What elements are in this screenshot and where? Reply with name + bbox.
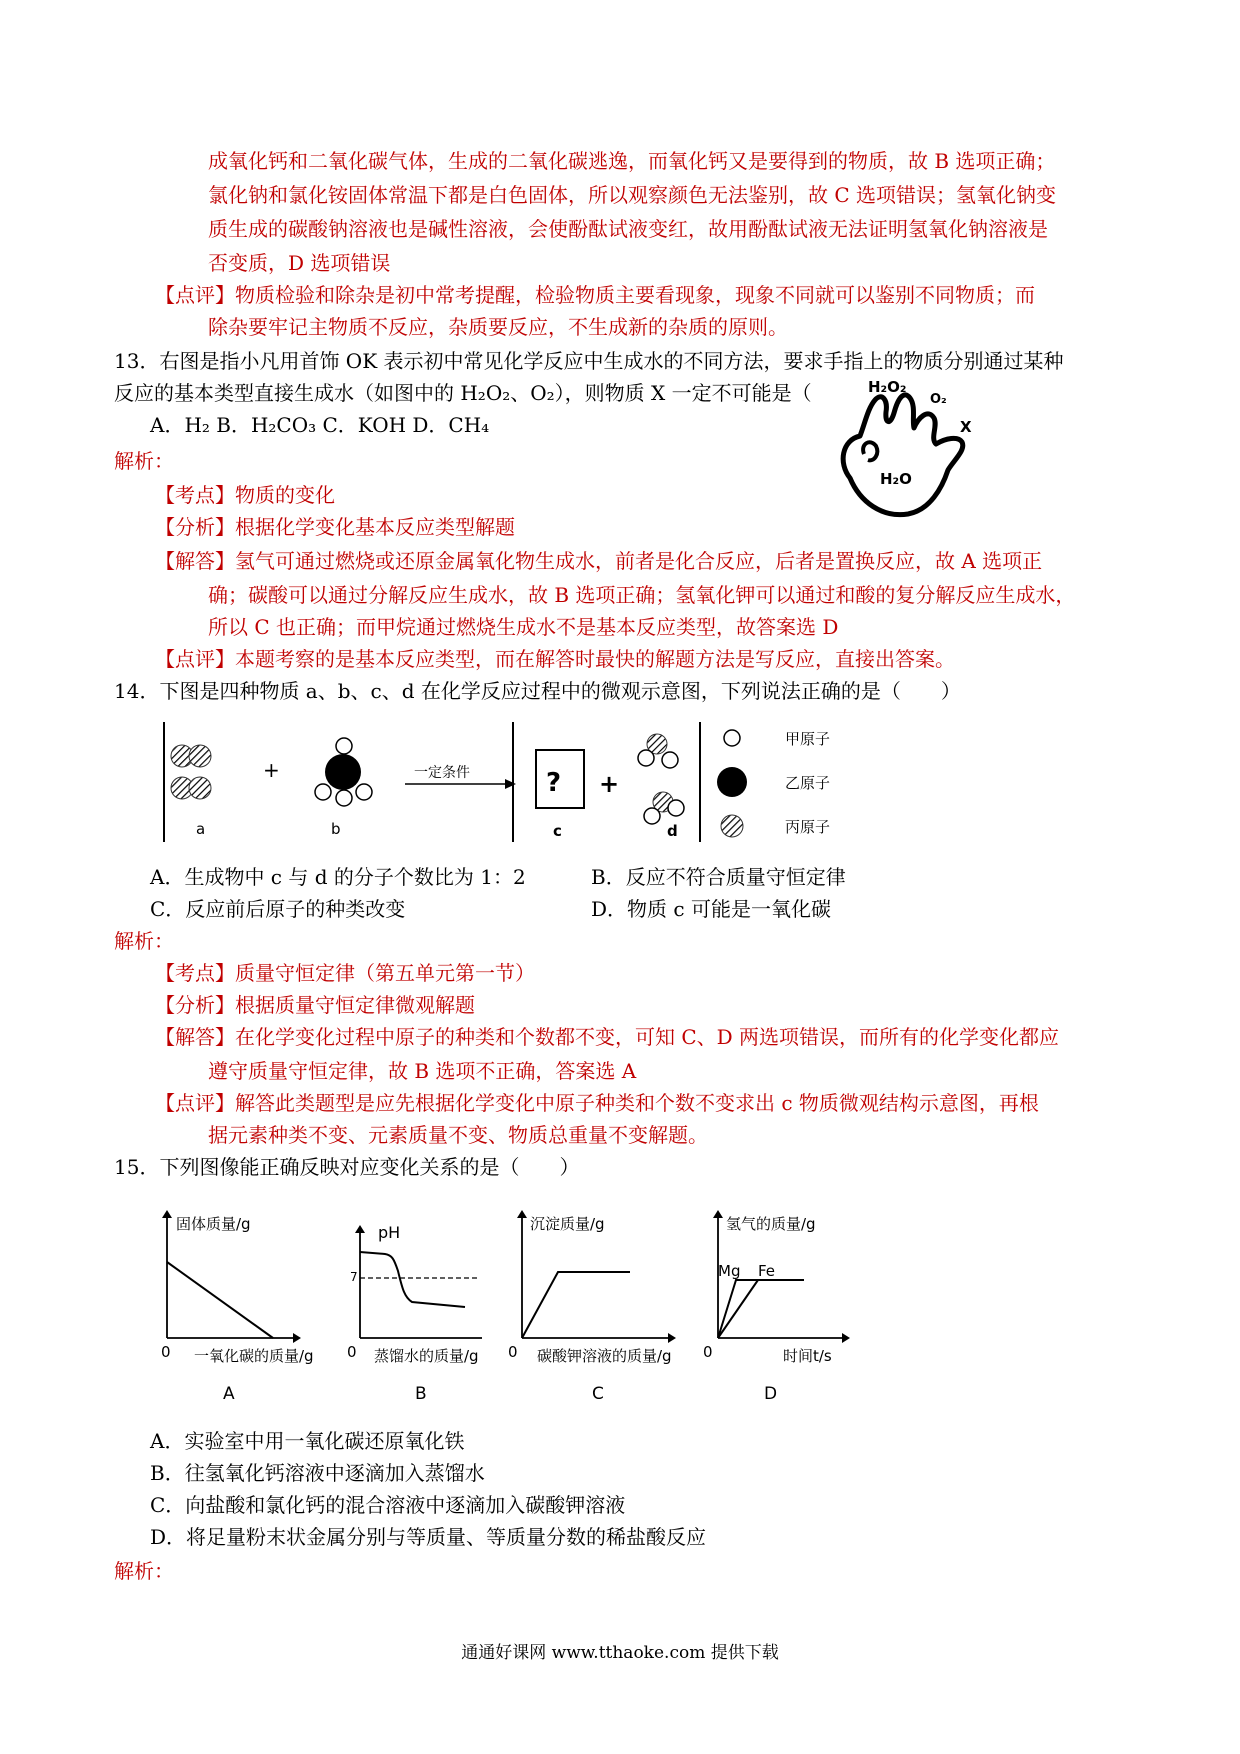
q15-option-c: C．向盐酸和氯化钙的混合溶液中逐滴加入碳酸钾溶液: [150, 1493, 626, 1517]
q14-stem: 14．下图是四种物质 a、b、c、d 在化学反应过程中的微观示意图，下列说法正确的是（ ）: [114, 679, 961, 703]
q14-option-a: A．生成物中 c 与 d 的分子个数比为 1：2: [150, 865, 526, 889]
q14-dianping-line-2: 据元素种类不变、元素质量不变、物质总重量不变解题。: [208, 1123, 708, 1147]
graph-d-xlabel: 时间t/s: [783, 1347, 832, 1365]
explanation-line-2: 氯化钠和氯化铵固体常温下都是白色固体，所以观察颜色无法鉴别，故 C 选项错误；氢氧化钠变: [208, 183, 1057, 207]
comment-line-1: 【点评】物质检验和除杂是初中常考提醒，检验物质主要看现象，现象不同就可以鉴别不同物质；而: [155, 283, 1035, 307]
molecule-a-label: a: [196, 820, 206, 838]
explanation-line-3: 质生成的碳酸钠溶液也是碱性溶液，会使酚酞试液变红，故用酚酞试液无法证明氢氧化钠溶液是: [208, 217, 1048, 241]
ok-label-h2o2: H₂O₂: [868, 378, 907, 396]
graph-b-xlabel: 蒸馏水的质量/g: [374, 1347, 479, 1365]
graph-a-ylabel: 固体质量/g: [176, 1215, 251, 1233]
explanation-line-1: 成氧化钙和二氧化碳气体，生成的二氧化碳逃逸，而氧化钙又是要得到的物质，故 B 选项正确；: [208, 149, 1056, 173]
q14-dianping-line-1: 【点评】解答此类题型是应先根据化学变化中原子种类和个数不变求出 c 物质微观结构示意图，再根: [155, 1091, 1039, 1115]
graph-c-ylabel: 沉淀质量/g: [530, 1215, 605, 1233]
q13-kaodian: 【考点】物质的变化: [155, 483, 335, 507]
graph-a-xlabel: 一氧化碳的质量/g: [194, 1347, 314, 1365]
q13-dianping: 【点评】本题考察的是基本反应类型，而在解答时最快的解题方法是写反应，直接出答案。: [155, 647, 955, 671]
q14-option-c: C．反应前后原子的种类改变: [150, 897, 406, 921]
page-footer: 通通好课网 www.tthaoke.com 提供下载: [461, 1643, 779, 1663]
graph-d-mg-label: Mg: [718, 1262, 741, 1280]
plus-sign-1: +: [263, 758, 280, 782]
q13-analysis-label: 解析：: [114, 449, 174, 473]
q15-stem: 15．下列图像能正确反映对应变化关系的是（ ）: [114, 1155, 580, 1179]
ok-label-h2o: H₂O: [880, 470, 912, 488]
unknown-c-question: ?: [546, 768, 562, 798]
graph-a-caption: A: [223, 1384, 235, 1404]
legend-jia-atom: 甲原子: [785, 730, 831, 748]
molecule-b-label: b: [331, 820, 341, 838]
condition-label: 一定条件: [414, 765, 470, 781]
q13-jieda-line-3: 所以 C 也正确；而甲烷通过燃烧生成水不是基本反应类型，故答案选 D: [208, 615, 839, 639]
q13-stem-line-1: 13．右图是指小凡用首饰 OK 表示初中常见化学反应中生成水的不同方法，要求手指上的物质分别通过某种: [114, 349, 1064, 373]
q13-stem-line-2: 反应的基本类型直接生成水（如图中的 H₂O₂、O₂），则物质 X 一定不可能是（: [114, 381, 812, 405]
q15-option-b: B．往氢氧化钙溶液中逐滴加入蒸馏水: [150, 1461, 485, 1485]
molecule-d-label: d: [667, 822, 678, 840]
graph-d-fe-label: Fe: [758, 1262, 776, 1280]
legend-bing-atom: 丙原子: [785, 818, 831, 836]
graph-b-ylabel: pH: [378, 1223, 401, 1242]
q14-analysis-label: 解析：: [114, 929, 174, 953]
q14-fenxi: 【分析】根据质量守恒定律微观解题: [155, 993, 475, 1017]
q14-jieda-line-2: 遵守质量守恒定律，故 B 选项不正确，答案选 A: [208, 1059, 637, 1083]
ok-label-o2: O₂: [930, 392, 947, 407]
graph-b: [350, 1225, 490, 1350]
graph-a-origin: 0: [161, 1343, 171, 1361]
graph-d-origin: 0: [703, 1343, 713, 1361]
q15-option-a: A．实验室中用一氧化碳还原氧化铁: [150, 1429, 465, 1453]
ok-hand-figure: [830, 378, 1000, 528]
q14-kaodian: 【考点】质量守恒定律（第五单元第一节）: [155, 961, 535, 985]
explanation-line-4: 否变质，D 选项错误: [208, 251, 391, 275]
molecule-c-label: c: [553, 822, 562, 840]
plus-sign-2: +: [599, 770, 620, 798]
comment-line-2: 除杂要牢记主物质不反应，杂质要反应，不生成新的杂质的原则。: [208, 315, 788, 339]
graph-d-caption: D: [764, 1384, 778, 1404]
q14-jieda-line-1: 【解答】在化学变化过程中原子的种类和个数都不变，可知 C、D 两选项错误，而所有的化学变化都应: [155, 1025, 1060, 1049]
graph-c-xlabel: 碳酸钾溶液的质量/g: [537, 1347, 672, 1365]
ok-label-x: X: [960, 418, 972, 436]
q13-jieda-line-1: 【解答】氢气可通过燃烧或还原金属氧化物生成水，前者是化合反应，后者是置换反应，故 A 选项正: [155, 549, 1043, 573]
graph-d-ylabel: 氢气的质量/g: [726, 1215, 816, 1233]
graph-b-origin: 0: [347, 1343, 357, 1361]
graph-b-tick-7: 7: [350, 1270, 358, 1284]
graph-c-origin: 0: [508, 1343, 518, 1361]
reaction-diagram: [160, 720, 880, 850]
graph-b-caption: B: [415, 1384, 427, 1404]
graph-c-caption: C: [592, 1384, 604, 1404]
q14-option-b: B．反应不符合质量守恒定律: [591, 865, 846, 889]
legend-yi-atom: 乙原子: [785, 774, 831, 792]
q13-options: A．H₂ B．H₂CO₃ C．KOH D．CH₄: [150, 413, 490, 437]
q13-fenxi: 【分析】根据化学变化基本反应类型解题: [155, 515, 515, 539]
q14-option-d: D．物质 c 可能是一氧化碳: [591, 897, 831, 921]
q13-jieda-line-2: 确；碳酸可以通过分解反应生成水，故 B 选项正确；氢氧化钾可以通过和酸的复分解反应生成水，: [208, 583, 1076, 607]
q15-option-d: D．将足量粉末状金属分别与等质量、等质量分数的稀盐酸反应: [150, 1525, 707, 1549]
q15-analysis-label: 解析：: [114, 1559, 174, 1583]
